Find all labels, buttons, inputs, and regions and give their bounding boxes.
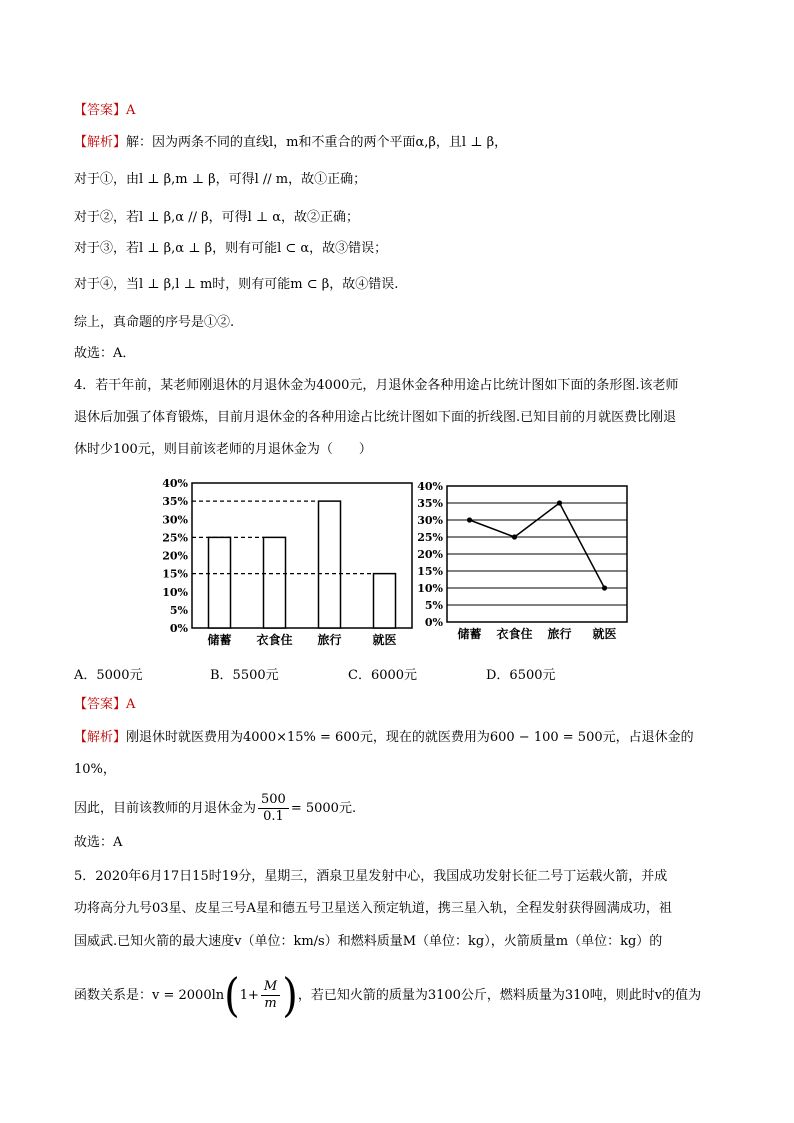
q5-fraction (261, 979, 280, 1012)
bar-chart (150, 475, 420, 647)
q3-analysis-tag: 【解析】 (74, 135, 127, 150)
line-point (557, 500, 562, 505)
q4-option-d: D．6500元 (486, 668, 556, 683)
bar-chart-xtick: 旅行 (317, 633, 342, 647)
q4-answer (74, 696, 135, 714)
line-chart-ytick: 40% (417, 480, 443, 493)
q5-paren-left: ( (224, 969, 240, 1022)
q4-option-b: B．5500元 (210, 668, 279, 683)
line-series (470, 503, 605, 588)
q4-line1: 4．若干年前，某老师刚退休的月退休金为4000元，月退休金各种用途占比统计图如下面的条形图.该老师 (74, 378, 679, 393)
line-chart-ytick: 20% (417, 548, 443, 561)
q4-analysis (74, 729, 694, 747)
q4-line3: 休时少100元，则目前该老师的月退休金为（ ） (74, 442, 372, 457)
bar (319, 501, 341, 628)
bar-chart-ytick: 20% (162, 549, 188, 563)
line-chart-xtick: 储蓄 (457, 627, 482, 641)
line-chart-xtick: 就医 (592, 627, 617, 641)
line-point (467, 517, 472, 522)
q4-choose: 故选：A (74, 835, 123, 850)
line-chart (405, 480, 635, 645)
line-point (512, 534, 517, 539)
bar-chart-xtick: 储蓄 (207, 633, 232, 647)
line-chart-ytick: 5% (424, 599, 443, 612)
line-chart-xtick: 衣食住 (496, 627, 533, 641)
q3-summary: 综上，真命题的序号是①②. (74, 315, 235, 330)
bar-chart-ytick: 25% (162, 531, 188, 545)
line-chart-ytick: 0% (424, 616, 443, 629)
q3-answer (74, 102, 135, 120)
q4-analysis-1: 刚退休时就医费用为4000×15% = 600元，现在的就医费用为600 − 100 = 500元，占退休金的 (126, 730, 694, 745)
q4-fraction-num: 500 (258, 792, 289, 809)
q5-formula-post: ，若已知火箭的质量为3100公斤，燃料质量为310吨，则此时v的值为 (297, 988, 702, 1003)
q5-line3: 国威武.已知火箭的最大速度v（单位：km/s）和燃料质量M（单位：kg），火箭质量m（单位：kg）的 (74, 934, 663, 949)
q4-fraction (258, 792, 289, 825)
bar-chart-xtick: 就医 (372, 633, 397, 647)
line-chart-ytick: 35% (417, 497, 443, 510)
bar-chart-ytick: 0% (169, 622, 188, 635)
q4-analysis-3 (74, 792, 356, 825)
q4-option-a: A．5000元 (74, 668, 143, 683)
bar-chart-ytick: 10% (162, 585, 188, 599)
q4-analysis-2: 10%， (74, 762, 116, 777)
q5-line4 (74, 969, 702, 1022)
q5-paren-right: ) (282, 969, 298, 1022)
q4-analysis-3-post: = 5000元. (290, 801, 357, 816)
q5-fraction-num: M (261, 979, 280, 996)
q4-analysis-tag: 【解析】 (74, 730, 127, 745)
bar-chart-ytick: 5% (169, 603, 188, 617)
q3-item1: 对于①，由l ⊥ β,m ⊥ β，可得l // m，故①正确； (74, 172, 367, 187)
bar (209, 537, 231, 628)
bar-chart-ytick: 15% (162, 567, 188, 581)
q4-answer-value: A (126, 697, 136, 712)
line-chart-xtick: 旅行 (547, 627, 572, 641)
q3-choose: 故选：A． (74, 346, 136, 361)
bar-chart-ytick: 30% (162, 513, 188, 527)
q4-line2: 退休后加强了体育锻炼，目前月退休金的各种用途占比统计图如下面的折线图.已知目前的月就医费比刚退 (74, 410, 677, 425)
q3-answer-tag: 【答案】 (74, 103, 127, 118)
q4-answer-tag: 【答案】 (74, 697, 127, 712)
q3-answer-value: A (126, 103, 136, 118)
bar (264, 537, 286, 628)
line-point (602, 585, 607, 590)
q5-line2: 功将高分九号03星、皮星三号A星和德五号卫星送入预定轨道，携三星入轨，全程发射获得圆满成功，祖 (74, 901, 672, 916)
line-chart-ytick: 25% (417, 531, 443, 544)
q3-item3: 对于③，若l ⊥ β,α ⊥ β，则有可能l ⊂ α，故③错误； (74, 241, 388, 256)
q4-analysis-3-pre: 因此，目前该教师的月退休金为 (74, 801, 257, 816)
q4-fraction-den: 0.1 (263, 809, 284, 824)
q4-option-c: C．6000元 (348, 668, 418, 683)
bar-chart-ytick: 40% (162, 477, 188, 490)
q5-formula-inner: 1+ (239, 988, 259, 1003)
bar-chart-ytick: 35% (162, 495, 188, 509)
q5-formula-pre: 函数关系是：v = 2000ln (74, 988, 225, 1003)
q3-item4: 对于④，当l ⊥ β,l ⊥ m时，则有可能m ⊂ β，故④错误. (74, 277, 399, 292)
bar (374, 574, 396, 628)
line-chart-ytick: 30% (417, 514, 443, 527)
bar-chart-xtick: 衣食住 (256, 633, 293, 647)
q3-analysis-intro: 解：因为两条不同的直线l，m和不重合的两个平面α,β，且l ⊥ β， (126, 135, 508, 150)
q3-item2: 对于②，若l ⊥ β,α // β，可得l ⊥ α，故②正确； (74, 210, 360, 225)
line-chart-ytick: 15% (417, 565, 443, 578)
line-chart-ytick: 10% (417, 582, 443, 595)
q5-line1: 5．2020年6月17日15时19分，星期三，酒泉卫星发射中心，我国成功发射长征二号丁运载火箭，并成 (74, 869, 668, 884)
q5-fraction-den: m (264, 996, 277, 1011)
q3-analysis (74, 134, 507, 152)
